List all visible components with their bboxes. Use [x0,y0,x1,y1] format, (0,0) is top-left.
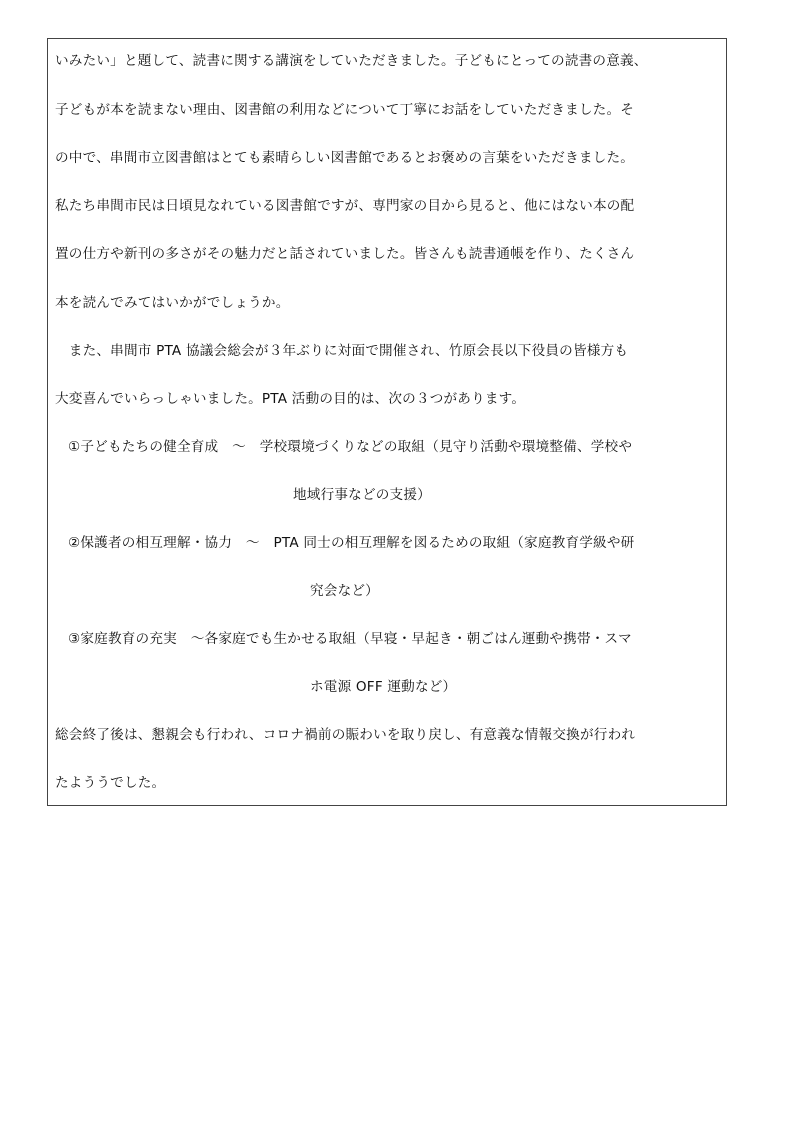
list-item-3-line2: ホ電源 OFF 運動など） [310,679,457,695]
paragraph-line: 置の仕方や新刊の多さがその魅力だと話されていました。皆さんも読書通帳を作り、たくさん [55,246,635,262]
paragraph-line: たよううでした。 [55,775,166,791]
paragraph-line: 私たち串間市民は日頃見なれている図書館ですが、専門家の目から見ると、他にはない本の配 [55,198,635,214]
paragraph-line: また、串間市 PTA 協議会総会が３年ぶりに対面で開催され、竹原会長以下役員の皆様方も [55,343,629,359]
list-item-3-line1: ③家庭教育の充実 ～各家庭でも生かせる取組（早寝・早起き・朝ごはん運動や携帯・スマ [68,631,632,647]
list-item-2-line1: ②保護者の相互理解・協力 ～ PTA 同士の相互理解を図るための取組（家庭教育学級や研 [68,535,635,551]
paragraph-line: 大変喜んでいらっしゃいました。PTA 活動の目的は、次の３つがあります。 [55,391,526,407]
list-item-2-line2: 究会など） [310,583,379,599]
list-item-1-line1: ①子どもたちの健全育成 ～ 学校環境づくりなどの取組（見守り活動や環境整備、学校や [68,439,633,455]
paragraph-line: 本を読んでみてはいかがでしょうか。 [55,295,290,311]
paragraph-line: の中で、串間市立図書館はとても素晴らしい図書館であるとお褒めの言葉をいただきました。 [55,150,635,166]
paragraph-line: いみたい」と題して、読書に関する講演をしていただきました。子どもにとっての読書の意義、 [55,53,648,69]
paragraph-line: 子どもが本を読まない理由、図書館の利用などについて丁寧にお話をしていただきました。そ [55,102,635,118]
list-item-1-line2: 地域行事などの支援） [293,487,431,503]
paragraph-line: 総会終了後は、懇親会も行われ、コロナ禍前の賑わいを取り戻し、有意義な情報交換が行われ [55,727,636,743]
